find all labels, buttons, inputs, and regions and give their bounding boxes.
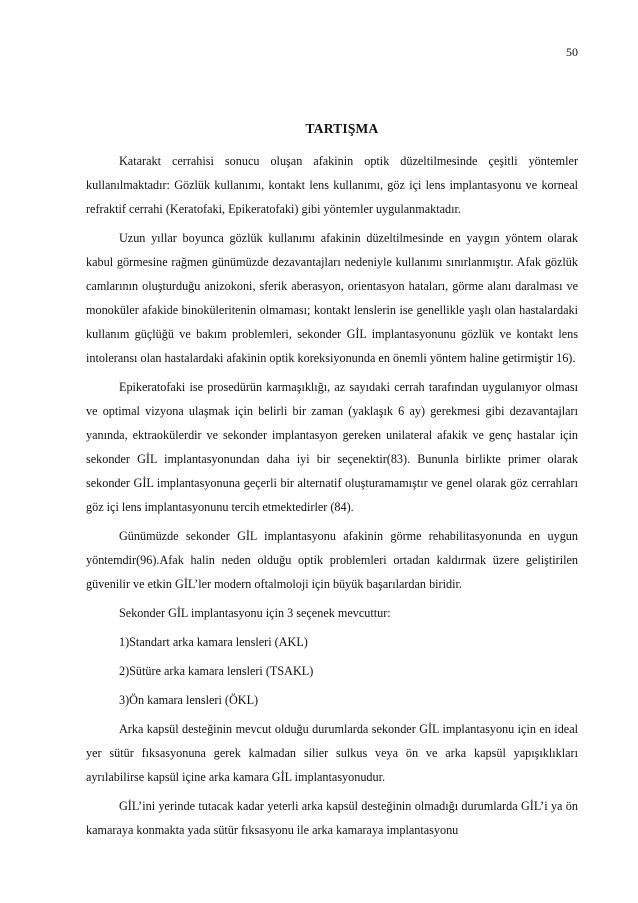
paragraph: Epikeratofaki ise prosedürün karmaşıklığı, az sayıdaki cerrah tarafından uygulanıyor olması ve optimal vizyona ulaşmak için belirli bir zaman (yaklaşık 6 ay) gerekmesi gibi dezavantajları yanında, ektraokülerdir ve sekonder implantasyon gereken unilateral afakik ve genç hastalar için sekonder GİL implantasyonundan daha iyi bir seçenektir(83). Bununla birlikte primer olarak sekonder GİL implantasyonuna geçerli bir alternatif oluşturamamıştır ve genel olarak göz cerrahları göz içi lens implantasyonunu tercih etmektedirler (84). <box>86 380 578 514</box>
paragraph: Uzun yıllar boyunca gözlük kullanımı afakinin düzeltilmesinde en yaygın yöntem olarak kabul görmesine rağmen günümüzde dezavantajları nedeniyle kullanımı sınırlanmıştır. Afak gözlük camlarının oluşturduğu anizokoni, sferik aberasyon, orientasyon hataları, görme alanı daralması ve monoküler afakide binoküleritenin olmaması; kontakt lenslerin ise genellikle yaşlı olan hastalardaki kullanım güçlüğü ve bakım problemleri, sekonder GİL implantasyonunu gözlük ve kontakt lens intoleransı olan hastalardaki afakinin optik koreksiyonunda en önemli yöntem haline getirmiştir 16). <box>86 231 578 365</box>
paragraph: GİL’ini yerinde tutacak kadar yeterli arka kapsül desteğinin olmadığı durumlarda GİL’i ya ön kamaraya konmakta yada sütür fıksasyonu ile arka kamaraya implantasyonu <box>86 799 578 837</box>
list-item: 1)Standart arka kamara lensleri (AKL) <box>119 635 308 649</box>
section-title: TARTIŞMA <box>305 121 379 136</box>
paragraph: Katarakt cerrahisi sonucu oluşan afakinin optik düzeltilmesinde çeşitli yöntemler kullanılmaktadır: Gözlük kullanımı, kontakt lens kullanımı, göz içi lens implantasyonu ve korneal refraktif cerrahi (Keratofaki, Epikeratofaki) gibi yöntemler uygulanmaktadır. <box>86 154 578 216</box>
paragraph: Arka kapsül desteğinin mevcut olduğu durumlarda sekonder GİL implantasyonu için en ideal yer sütür fıksasyonuna gerek kalmadan silier sulkus veya ön ve arka kapsül yapışıklıkları ayrılabilirse kapsül içine arka kamara GİL implantasyonudur. <box>86 722 578 784</box>
paragraph: Sekonder GİL implantasyonu için 3 seçenek mevcuttur: <box>119 606 391 620</box>
body-text <box>86 149 578 842</box>
page-number: 50 <box>566 45 578 59</box>
paragraph: Günümüzde sekonder GİL implantasyonu afakinin görme rehabilitasyonunda en uygun yöntemdir(96).Afak halin neden olduğu optik problemleri ortadan kaldırmak üzere geliştirilen güvenilir ve etkin GİL’ler modern oftalmoloji için büyük başarılardan biridir. <box>86 529 578 591</box>
list-item: 3)Ön kamara lensleri (ÖKL) <box>119 693 259 707</box>
list-item: 2)Sütüre arka kamara lensleri (TSAKL) <box>119 664 314 678</box>
